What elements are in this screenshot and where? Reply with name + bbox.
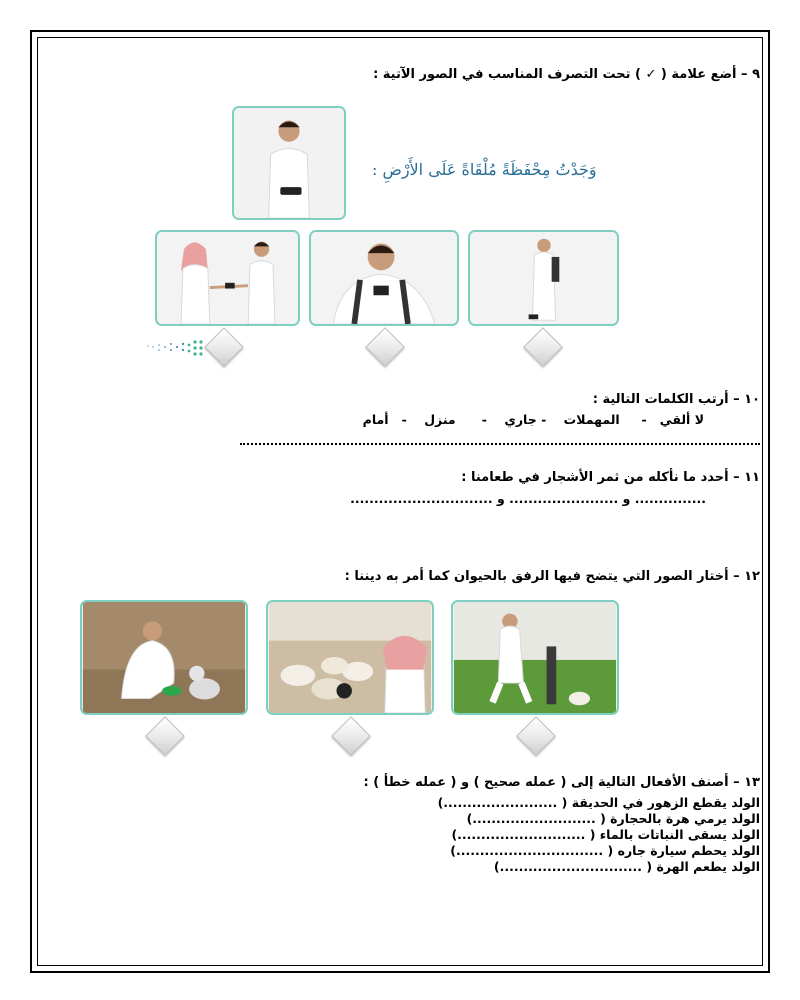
q13-item-4[interactable]: الولد يحطم سيارة جاره ( ...............................) [450, 843, 760, 858]
photo-boy-feeding-cat [80, 600, 248, 715]
question-9-title: ٩ – أضع علامة ( ✓ ) تحت التصرف المناسب في الصور الآتية : [373, 67, 760, 82]
question-9-caption: وَجَدْتُ مِحْفَظَةً مُلْقَاةً عَلَى الأَرْضِ : [372, 160, 597, 179]
q13-item-2[interactable]: الولد يرمي هرة بالحجارة ( ..........................) [466, 811, 760, 826]
boy-wallet-illustration [234, 108, 344, 218]
photo-boy-returning-wallet [155, 230, 300, 326]
boy-garden-illustration [453, 602, 617, 713]
boy-backpack-illustration [311, 232, 457, 324]
q13-item-1[interactable]: الولد يقطع الزهور في الحديقة ( ........................) [437, 795, 760, 810]
q13-item-5[interactable]: الولد يطعم الهرة ( ..............................) [493, 859, 760, 874]
boy-cat-illustration [82, 602, 246, 713]
question-13-title: ١٣ – أصنف الأفعال التالية إلى ( عمله صحيح ) و ( عمله خطأ ) : [363, 775, 760, 790]
ministry-logo-dots-icon [145, 338, 207, 358]
question-12-title: ١٢ – أختار الصور التي يتضح فيها الرفق بالحيوان كما أمر به ديننا : [344, 569, 760, 584]
question-10-words: لا ألقي - المهملات - جاري - منزل - أمام [362, 412, 704, 427]
boy-walking-illustration [470, 232, 617, 324]
two-people-illustration [157, 232, 298, 324]
photo-man-with-sheep [266, 600, 434, 715]
question-11-blanks[interactable]: ............... و ....................... و .............................. [350, 491, 706, 506]
photo-boy-chasing-cat [451, 600, 619, 715]
photo-boy-ignoring-wallet [468, 230, 619, 326]
question-11-title: ١١ – أحدد ما نأكله من ثمر الأشجار في طعامنا : [461, 470, 760, 485]
photo-boy-holding-wallet [232, 106, 346, 220]
sheep-market-illustration [268, 602, 432, 713]
photo-boy-pocketing-wallet [309, 230, 459, 326]
answer-line-q10[interactable] [240, 443, 760, 445]
q13-item-3[interactable]: الولد يسقى النباتات بالماء ( ...........................) [451, 827, 760, 842]
question-10-title: ١٠ – أرتب الكلمات التالية : [592, 392, 760, 407]
